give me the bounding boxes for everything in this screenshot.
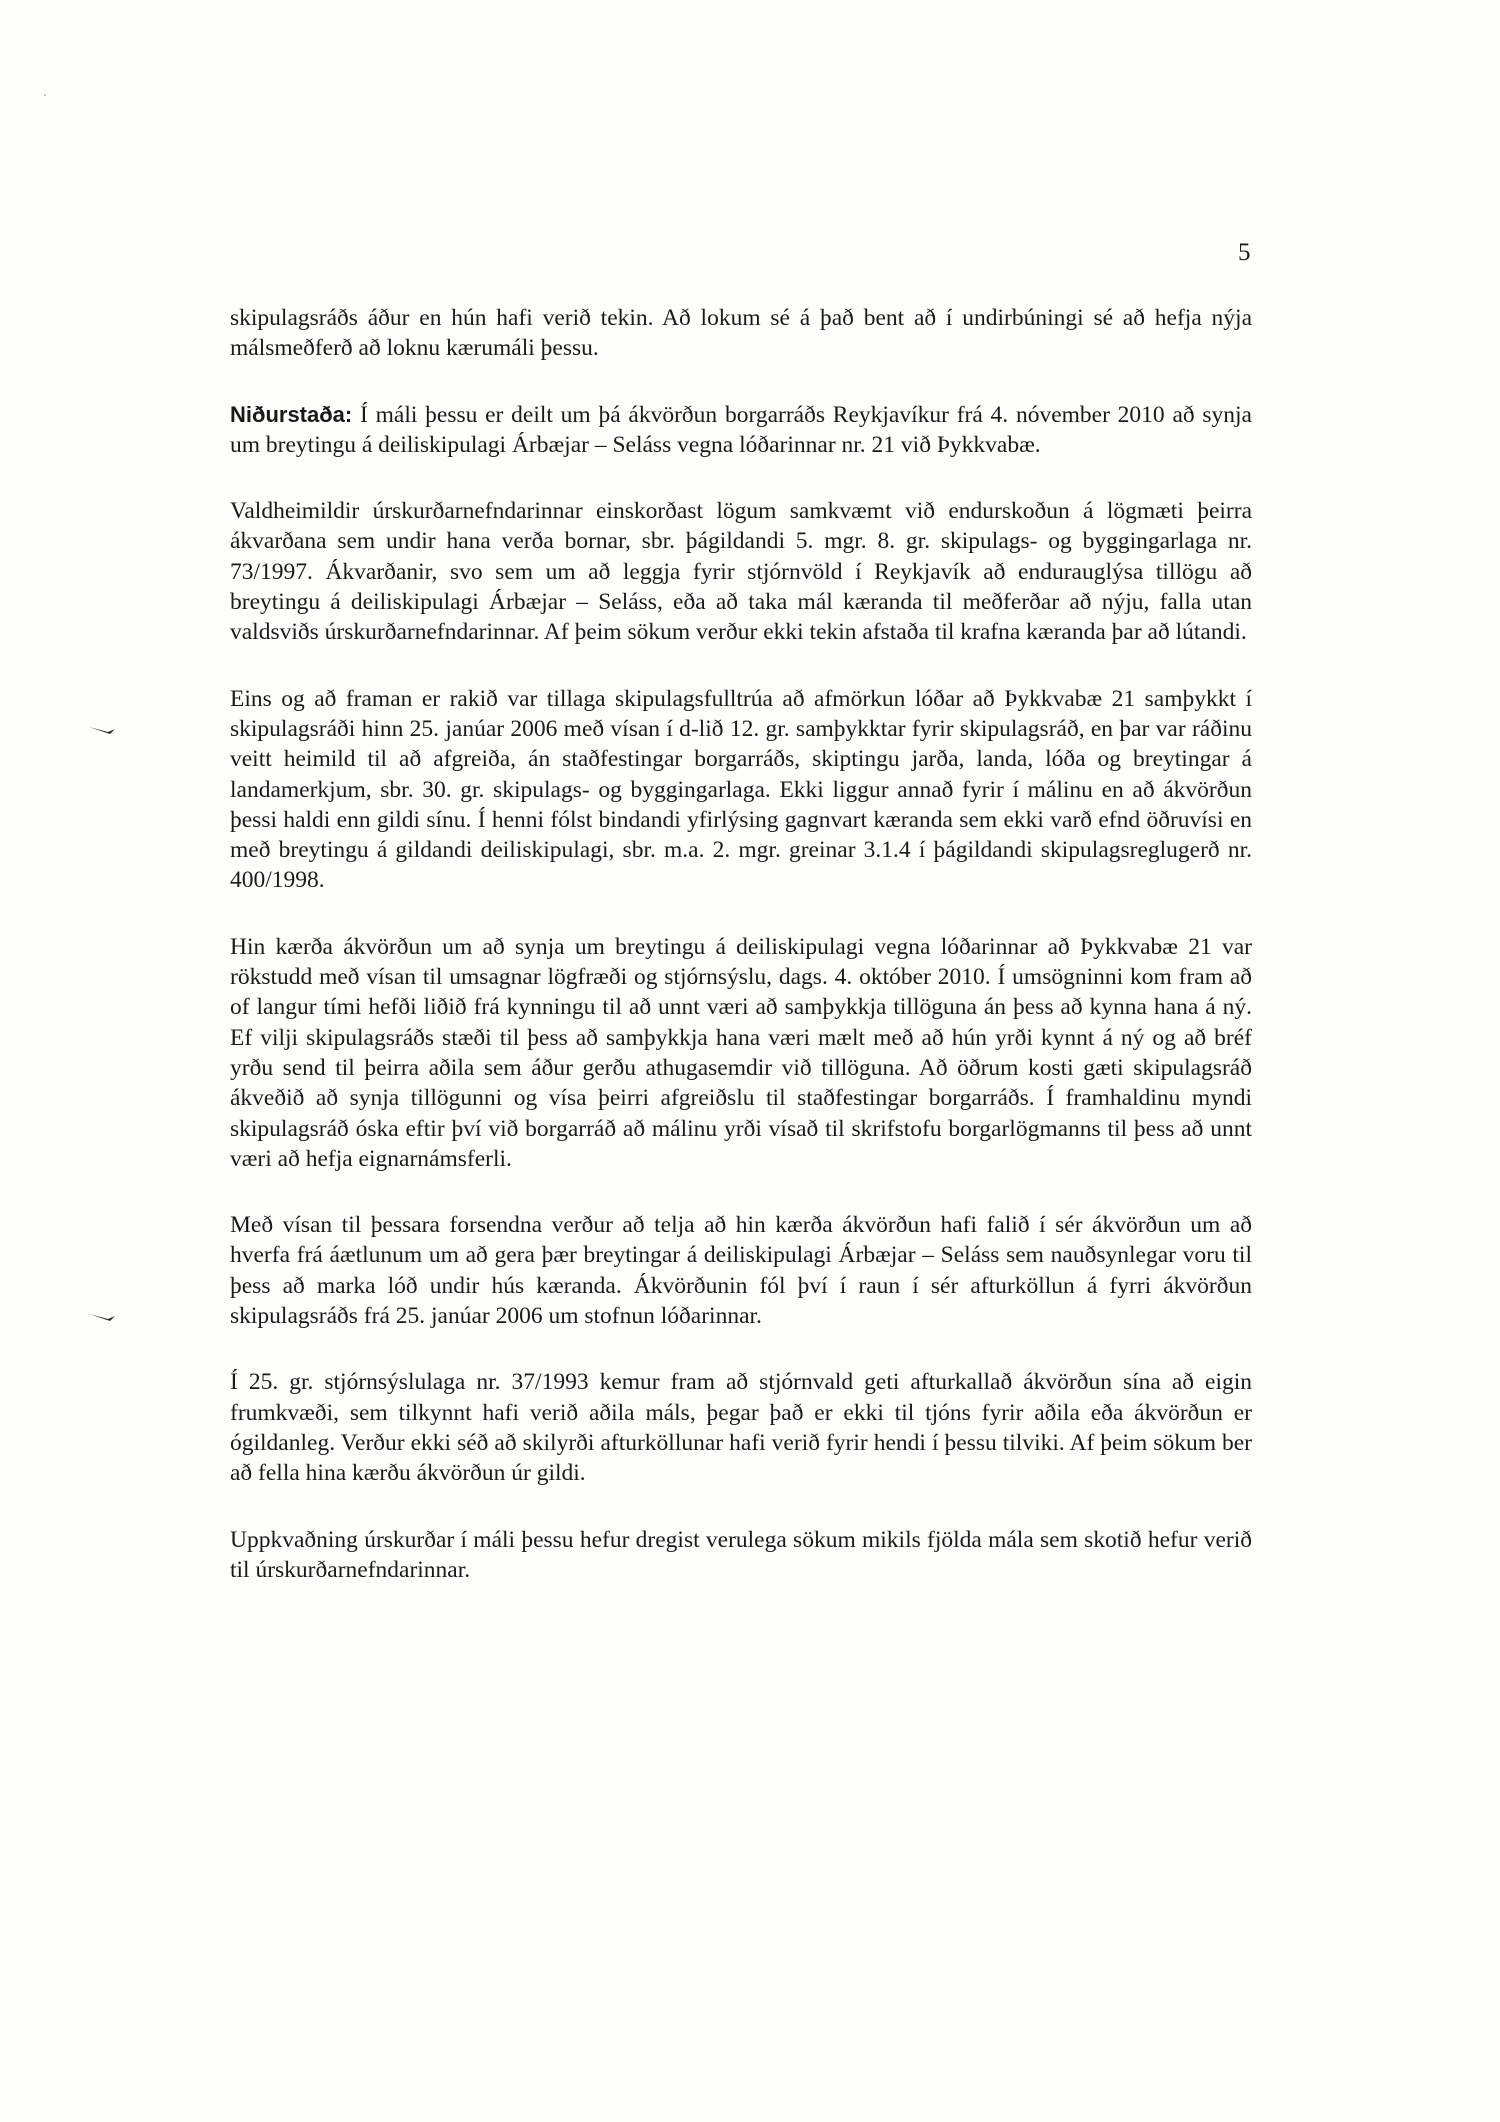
paragraph [230, 303, 1252, 364]
document-body [230, 303, 1252, 1621]
paragraph [230, 1525, 1252, 1586]
conclusion-heading: Niðurstaða: [230, 401, 353, 427]
paragraph-text: Í máli þessu er deilt um þá ákvörðun borgarráðs Reykjavíkur frá 4. nóvember 2010 að synja um breytingu á deiliskipulagi Árbæjar – Seláss vegna lóðarinnar nr. 21 við Þykkvabæ. [230, 401, 1252, 458]
paragraph [230, 400, 1252, 461]
page-number: 5 [1238, 239, 1251, 266]
paragraph-text: Í 25. gr. stjórnsýslulaga nr. 37/1993 kemur fram að stjórnvald geti afturkallað ákvörðun sína að eigin frumkvæði, sem tilkynnt hafi verið aðila máls, þegar það er ekki til tjóns fyrir aðila eða ákvörðun er ógildanleg. Verður ekki séð að skilyrði afturköllunar hafi verið fyrir hendi í þessu tilviki. Af þeim sökum ber að fella hina kærðu ákvörðun úr gildi. [230, 1369, 1252, 1487]
scan-speck [44, 94, 46, 96]
paragraph [230, 1367, 1252, 1488]
margin-mark-icon [88, 1312, 116, 1322]
paragraph-text: Uppkvaðning úrskurðar í máli þessu hefur dregist verulega sökum mikils fjölda mála sem skotið hefur verið til úrskurðarnefndarinnar. [230, 1526, 1252, 1583]
paragraph-text: skipulagsráðs áður en hún hafi verið tekin. Að lokum sé á það bent að í undirbúningi sé að hefja nýja málsmeðferð að loknu kærumáli þessu. [230, 305, 1252, 362]
paragraph [230, 1210, 1252, 1331]
margin-mark-icon [88, 725, 116, 735]
paragraph-text: Valdheimildir úrskurðarnefndarinnar einskorðast lögum samkvæmt við endurskoðun á lögmæti þeirra ákvarðana sem undir hana verða bornar, sbr. þágildandi 5. mgr. 8. gr. skipulags- og byggingarlaga nr. 73/1997. Ákvarðanir, svo sem um að leggja fyrir stjórnvöld í Reykjavík að endurauglýsa tillögu að breytingu á deiliskipulagi Árbæjar – Seláss, eða að taka mál kæranda til meðferðar að nýju, falla utan valdsviðs úrskurðarnefndarinnar. Af þeim sökum verður ekki tekin afstaða til krafna kæranda þar að lútandi. [230, 498, 1252, 646]
paragraph [230, 932, 1252, 1174]
paragraph [230, 684, 1252, 896]
paragraph-text: Hin kærða ákvörðun um að synja um breytingu á deiliskipulagi vegna lóðarinnar að Þykkvabæ 21 var rökstudd með vísan til umsagnar lögfræði og stjórnsýslu, dags. 4. október 2010. Í umsögninni kom fram að of langur tími hefði liðið frá kynningu til að unnt væri að samþykkja tillöguna án þess að kynna hana á ný. Ef vilji skipulagsráðs stæði til þess að samþykkja hana væri mælt með að hún yrði kynnt á ný og að bréf yrðu send til þeirra aðila sem áður gerðu athugasemdir við tillöguna. Að öðrum kosti gæti skipulagsráð ákveðið að synja tillögunni og vísa þeirri afgreiðslu til staðfestingar borgarráðs. Í framhaldinu myndi skipulagsráð óska eftir því við borgarráð að málinu yrði vísað til skrifstofu borgarlögmanns til þess að unnt væri að hefja eignarnámsferli. [230, 933, 1252, 1172]
paragraph [230, 496, 1252, 647]
paragraph-text: Með vísan til þessara forsendna verður að telja að hin kærða ákvörðun hafi falið í sér ákvörðun um að hverfa frá áætlunum um að gera þær breytingar á deiliskipulagi Árbæjar – Seláss sem nauðsynlegar voru til þess að marka lóð undir hús kæranda. Ákvörðunin fól því í raun í sér afturköllun á fyrri ákvörðun skipulagsráðs frá 25. janúar 2006 um stofnun lóðarinnar. [230, 1212, 1252, 1330]
paragraph-text: Eins og að framan er rakið var tillaga skipulagsfulltrúa að afmörkun lóðar að Þykkvabæ 21 samþykkt í skipulagsráði hinn 25. janúar 2006 með vísan í d-lið 12. gr. samþykktar fyrir skipulagsráð, en þar var ráðinu veitt heimild til að afgreiða, án staðfestingar borgarráðs, skiptingu jarða, landa, lóða og breytingar á landamerkjum, sbr. 30. gr. skipulags- og byggingarlaga. Ekki liggur annað fyrir í málinu en að ákvörðun þessi haldi enn gildi sínu. Í henni fólst bindandi yfirlýsing gagnvart kæranda sem ekki varð efnd öðruvísi en með breytingu á gildandi deiliskipulagi, sbr. m.a. 2. mgr. greinar 3.1.4 í þágildandi skipulagsreglugerð nr. 400/1998. [230, 685, 1252, 894]
